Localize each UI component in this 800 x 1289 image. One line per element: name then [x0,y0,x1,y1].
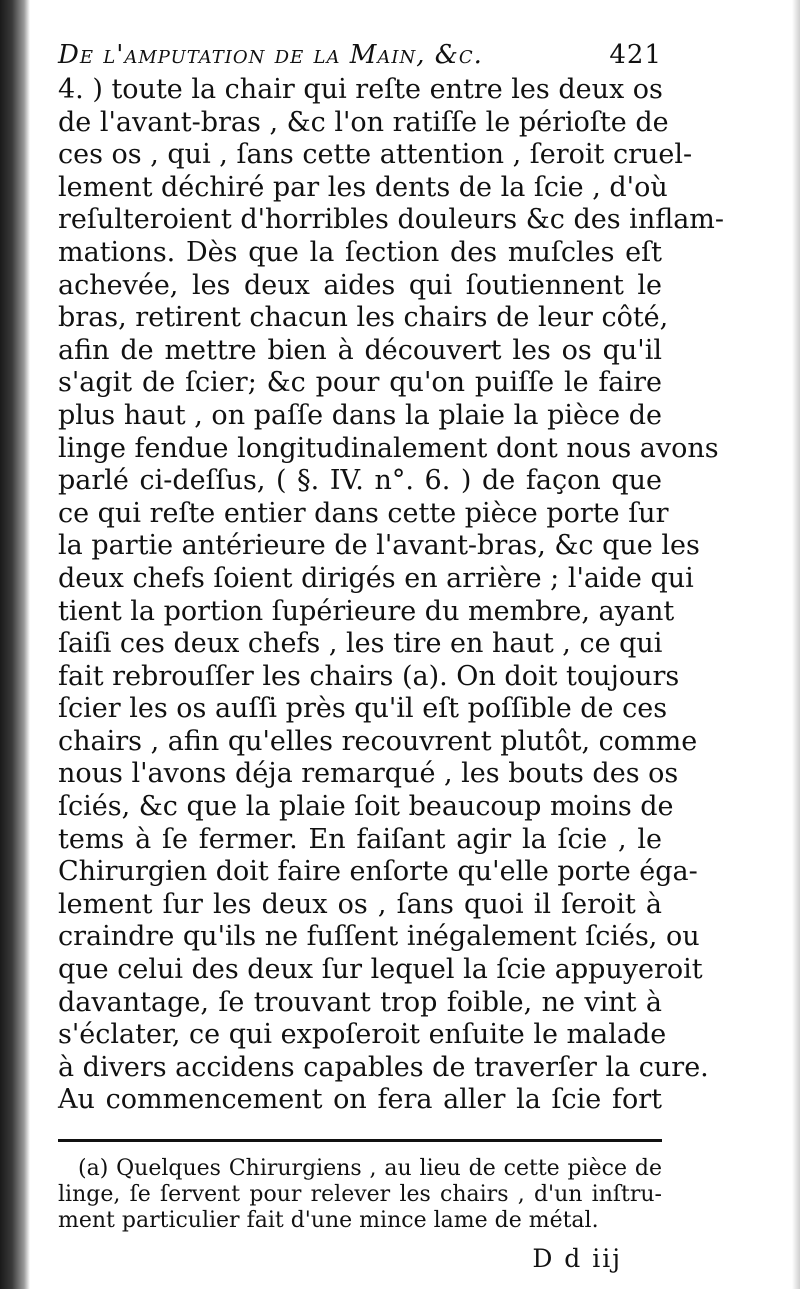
text-line: afin de mettre bien à découvert les os qu'il [58,334,662,366]
text-line: à divers accidens capables de traverſer la cure. [58,1051,709,1083]
text-line: que celui des deux ſur lequel la ſcie appuyeroit [58,954,703,986]
text-line: 4. ) toute la chair qui reſte entre les deux os [58,74,663,105]
text-line: nous l'avons déja remarqué , les bouts des os [58,758,679,790]
text-line: ſcier les os auſſi près qu'il eſt poſſible de ces [58,693,668,725]
footnote [58,1156,662,1234]
footnote-line: ment particulier fait d'une mince lame de métal. [58,1208,599,1233]
text-line: reſulteroient d'horribles douleurs &c des inflam- [58,204,725,236]
footnote-line: (a) Quelques Chirurgiens , au lieu de cette pièce de [78,1156,662,1181]
text-line: de l'avant-bras , &c l'on ratiſſe le périoſte de [58,106,669,138]
text-line: deux chefs ſoient dirigés en arrière ; l'aide qui [58,562,694,594]
text-line: parlé ci-deſſus, ( §. IV. n°. 6. ) de façon que [58,465,662,497]
text-line: s'éclater, ce qui expoſeroit enſuite le malade [58,1019,667,1051]
binding-edge [0,0,30,1289]
page-number: 421 [609,40,662,70]
text-line: chairs , afin qu'elles recouvrent plutôt, comme [58,725,698,757]
text-line: achevée, les deux aides qui ſoutiennent le [58,269,662,301]
signature-mark: D d iij [532,1244,622,1273]
text-line: mations. Dès que la ſection des muſcles eſt [58,236,662,268]
text-line: ce qui reſte entier dans cette pièce porte ſur [58,497,669,529]
text-line: tient la portion ſupérieure du membre, ayant [58,595,675,627]
page-edge [792,0,800,1289]
text-line: tems à ſe fermer. En faiſant agir la ſcie , le [58,823,662,855]
body-text [58,74,725,1117]
text-line: lement déchiré par les dents de la ſcie , d'où [58,171,668,203]
text-line: Chirurgien doit faire enſorte qu'elle porte éga- [58,856,698,888]
text-line: Au commencement on fera aller la ſcie fort [58,1084,662,1116]
running-title: De l'amputation de la Main, &c. [58,40,483,70]
text-line: fait rebrouſſer les chairs (a). On doit toujours [58,660,680,692]
text-line: davantage, ſe trouvant trop foible, ne vint à [58,986,662,1018]
page-header [58,40,662,78]
text-line: linge fendue longitudinalement dont nous avons [58,432,719,464]
text-line: ces os , qui , ſans cette attention , ſeroit cruel- [58,139,693,171]
text-line: craindre qu'ils ne fuſſent inégalement ſciés, ou [58,921,700,953]
text-line: ſaiſi ces deux chefs , les tire en haut , ce qui [58,628,663,660]
text-line: lement ſur les deux os , ſans quoi il ſeroit à [58,888,662,920]
text-line: bras, retirent chacun les chairs de leur côté, [58,302,669,334]
book-page [58,40,725,1273]
footnote-line: linge, ſe ſervent pour relever les chairs , d'un inſtru- [58,1182,662,1207]
text-line: ſciés, &c que la plaie ſoit beaucoup moins de [58,791,674,823]
text-line: s'agit de ſcier; &c pour qu'on puiſſe le faire [58,367,662,399]
text-line: la partie antérieure de l'avant-bras, &c que les [58,530,700,562]
footnote-rule [58,1139,662,1142]
text-line: plus haut , on paſſe dans la plaie la pièce de [58,399,662,431]
